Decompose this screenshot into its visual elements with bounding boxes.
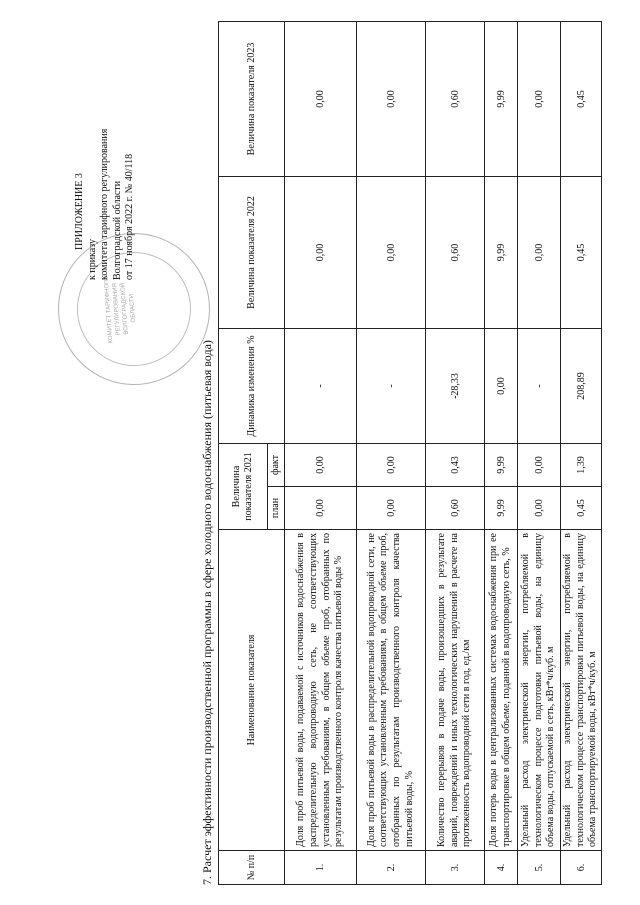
row-2023: 0,00 — [357, 22, 426, 177]
header-dynamics: Динамика изменения % — [219, 329, 285, 444]
row-num: 4. — [485, 851, 518, 885]
row-fact: 0,00 — [518, 444, 561, 487]
row-2023: 0,45 — [561, 22, 602, 177]
row-dynamics: -28,33 — [426, 329, 485, 444]
table-row — [485, 22, 518, 885]
row-num: 2. — [357, 851, 426, 885]
table-row — [426, 22, 485, 885]
indicators-table — [218, 21, 602, 885]
row-name: Доля потерь воды в централизованных системах водоснабжения при ее транспортировке в общем объеме, поданной в водопроводную сеть, % — [485, 530, 518, 851]
row-num: 5. — [518, 851, 561, 885]
row-num: 3. — [426, 851, 485, 885]
header-plan: план — [268, 487, 285, 530]
row-dynamics: - — [518, 329, 561, 444]
row-2023: 9,99 — [485, 22, 518, 177]
header-name: Наименование показателя — [219, 530, 285, 851]
row-name: Количество перерывов в подаче воды, произошедших в результате аварий, повреждений и иных технологических нарушений в расчете на протяженность водопроводной сети в год, ед./км — [426, 530, 485, 851]
row-2022: 0,45 — [561, 177, 602, 329]
table-row — [518, 22, 561, 885]
row-num: 1. — [285, 851, 357, 885]
header-num: № п/п — [219, 851, 285, 885]
header-2021: Величина показателя 2021 — [219, 444, 268, 530]
row-fact: 0,00 — [285, 444, 357, 487]
row-plan: 0,00 — [518, 487, 561, 530]
row-num: 6. — [561, 851, 602, 885]
row-2022: 0,00 — [357, 177, 426, 329]
row-name: Удельный расход электрической энергии, потребляемой в технологическом процессе транспортировки питьевой воды, на единицу объема транспортируемой воды, кВт*ч/куб. м — [561, 530, 602, 851]
row-2022: 0,00 — [285, 177, 357, 329]
row-plan: 0,00 — [285, 487, 357, 530]
row-2022: 9,99 — [485, 177, 518, 329]
appendix-committee: комитета тарифного регулирования — [99, 128, 110, 280]
row-fact: 0,43 — [426, 444, 485, 487]
page-title: 7. Расчет эффективности производственной программы в сфере холодного водоснабжения (питьевая вода) — [200, 340, 214, 885]
row-dynamics: 0,00 — [485, 329, 518, 444]
appendix-number: ПРИЛОЖЕНИЕ 3 — [74, 173, 85, 250]
row-name: Удельный расход электрической энергии, потребляемой в технологическом процессе подготовки питьевой воды, на единицу объема воды, отпускаемой в сеть, кВт*ч/куб. м — [518, 530, 561, 851]
table-row — [357, 22, 426, 885]
row-plan: 0,45 — [561, 487, 602, 530]
seal-text: КОМИТЕТ ТАРИФНОГО РЕГУЛИРОВАНИЯ ВОЛГОГРАДСКОЙ ОБЛАСТИ — [103, 276, 137, 344]
row-plan: 0,00 — [357, 487, 426, 530]
appendix-order-ref: к приказу — [86, 239, 98, 280]
row-fact: 0,00 — [357, 444, 426, 487]
row-2023: 0,60 — [426, 22, 485, 177]
appendix-region: Волгоградской области — [111, 180, 123, 280]
row-fact: 9,99 — [485, 444, 518, 487]
header-2023: Величина показателя 2023 — [219, 22, 285, 177]
row-dynamics: - — [285, 329, 357, 444]
header-fact: факт — [268, 444, 285, 487]
row-2022: 0,00 — [518, 177, 561, 329]
row-dynamics: 208,89 — [561, 329, 602, 444]
row-2023: 0,00 — [518, 22, 561, 177]
row-2023: 0,00 — [285, 22, 357, 177]
appendix-date: от 17 ноября 2022 г. № 40/118 — [124, 153, 135, 280]
appendix-header — [74, 10, 137, 280]
row-fact: 1,39 — [561, 444, 602, 487]
table-row — [285, 22, 357, 885]
row-name: Доля проб питьевой воды в распределительной водопроводной сети, не соответствующих установленным требованиям, в общем объеме проб, отобранных по результатам производственного контроля качества питьевой воды, % — [357, 530, 426, 851]
table-row — [561, 22, 602, 885]
row-name: Доля проб питьевой воды, подаваемой с источников водоснабжения в распределительную водопроводную сеть, не соответствующих установленным требованиям, в общем объеме проб, отобранных по результатам производственного контроля качества питьевой воды % — [285, 530, 357, 851]
header-2022: Величина показателя 2022 — [219, 177, 285, 329]
row-plan: 0,60 — [426, 487, 485, 530]
row-plan: 9,99 — [485, 487, 518, 530]
row-dynamics: - — [357, 329, 426, 444]
row-2022: 0,60 — [426, 177, 485, 329]
